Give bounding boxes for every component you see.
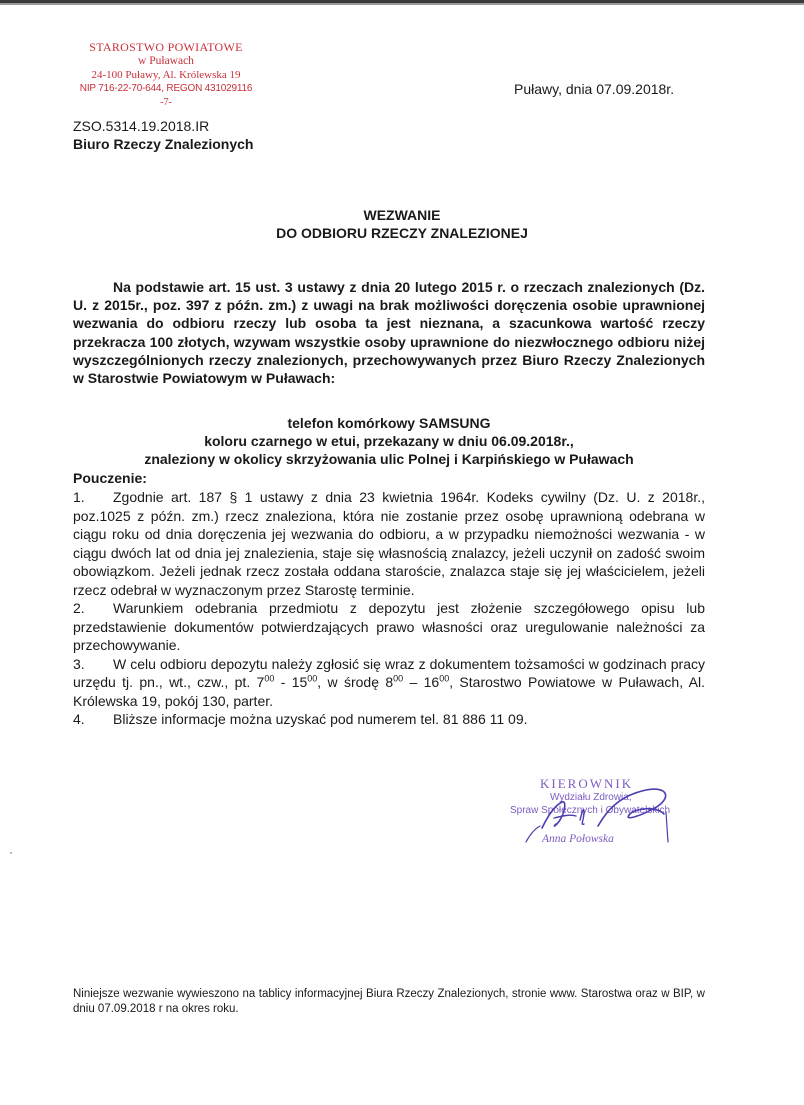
handwritten-signature-icon (496, 776, 696, 856)
document-date: Puławy, dnia 07.09.2018r. (514, 81, 675, 97)
instruction-number: 1. (73, 489, 85, 505)
posting-note: Niniejsze wezwanie wywieszono na tablicy informacyjnej Biura Rzeczy Znalezionych, stronie www. Starostwa oraz w BIP, w dniu 07.09.2018 r na okres roku. (73, 988, 705, 1015)
hours-text-b: - 15 (274, 674, 308, 690)
stamp-line-5: -7- (160, 97, 172, 108)
instruction-text: Bliższe informacje można uzyskać pod numerem tel. 81 886 11 09. (113, 711, 528, 727)
intro-paragraph (73, 278, 705, 387)
signature-stamp-title: KIEROWNIK (540, 776, 634, 791)
instruction-text (73, 655, 705, 711)
hours-text-d: – 16 (403, 674, 440, 690)
stamp-line-2: w Puławach (138, 55, 194, 67)
title-line-1: WEZWANIE (363, 207, 441, 223)
hours-text-a: W celu odbioru depozytu należy zgłosić się wraz z dokumentem tożsamości w godzinach pracy urzędu tj. pn., wt., czw., pt. 7 (73, 655, 705, 690)
instruction-item (73, 710, 705, 729)
intro-text: Na podstawie art. 15 ust. 3 ustawy z dnia 20 lutego 2015 r. o rzeczach znalezionych (Dz. U. z 2015r., poz. 397 z późn. zm.) z uwagi na brak możliwości doręczenia osobie uprawnionej wezwania do odbioru rzeczy lub osoba ta jest nieznana, a szacunkowa wartość rzeczy przekracza 100 złotych, wzywam wszystkie osoby uprawnione do niezwłocznego odbioru niżej wyszczególnionych rzeczy znalezionych, przechowywanych przez Biuro Rzeczy Znalezionych w Starostwie Powiatowym w Puławach: (73, 279, 705, 387)
hours-sup-a: 00 (264, 673, 275, 684)
instruction-item (73, 488, 705, 599)
hours-sup-d: 00 (439, 673, 450, 684)
instruction-item (73, 655, 705, 711)
instruction-item (73, 599, 705, 655)
signature-stamp (496, 776, 696, 856)
hours-sup-c: 00 (393, 673, 404, 684)
item-line-3: znaleziony w okolicy skrzyżowania ulic Polnej i Karpińskiego w Puławach (144, 451, 634, 467)
stamp-nip-regon: NIP 716-22-70-644, REGON 431029116 (79, 83, 253, 94)
signature-stamp-line-1: Wydziału Zdrowia, (550, 792, 632, 803)
instruction-text: Zgodnie art. 187 § 1 ustawy z dnia 23 kwietnia 1964r. Kodeks cywilny (Dz. U. z 2018r., poz.1025 z późn. zm.) rzecz znaleziona, która nie zostanie przez osobę uprawnioną odebrana w ciągu roku od dnia doręczenia jej wezwania do odbioru, a w przypadku niemożności wezwania - w ciągu dwóch lat od dnia jej znalezienia, staje się własnością znalazcy, jeżeli uczynił on zadość swoim obowiązkom. Jeżeli jednak rzecz została oddana staroście, znalazca staje się jej właścicielem, jeżeli rzecz odebrał w wyznaczonym przez Starostę terminie. (73, 489, 705, 598)
instruction-number: 2. (73, 600, 85, 616)
instruction-text: Warunkiem odebrania przedmiotu z depozytu jest złożenie szczegółowego opisu lub przedstawienie dokumentów potwierdzających prawo własności oraz uregulowanie należności za przechowywanie. (73, 600, 705, 653)
instruction-number: 3. (73, 655, 85, 672)
item-line-2: koloru czarnego w etui, przekazany w dniu 06.09.2018r., (204, 433, 574, 449)
reference-number: ZSO.5314.19.2018.IR (73, 118, 210, 134)
hours-sup-b: 00 (307, 673, 318, 684)
title-line-2: DO ODBIORU RZECZY ZNALEZIONEJ (276, 225, 528, 241)
instructions-heading: Pouczenie: (73, 470, 147, 486)
document-title (0, 206, 804, 242)
instructions-list (73, 488, 705, 729)
signature-stamp-name: Anna Połowska (542, 833, 614, 845)
reference-block (73, 117, 253, 153)
instruction-number: 4. (73, 711, 85, 727)
scan-speck (10, 852, 12, 854)
signature-stamp-line-2: Spraw Społecznych i Obywatelskich (510, 805, 671, 816)
hours-text-c: , w środę 8 (317, 674, 394, 690)
stamp-address: 24-100 Puławy, Al. Królewska 19 (91, 69, 241, 81)
office-name: Biuro Rzeczy Znalezionych (73, 136, 254, 152)
item-line-1: telefon komórkowy SAMSUNG (287, 415, 491, 431)
office-stamp (66, 40, 266, 110)
stamp-line-1: STAROSTWO POWIATOWE (89, 40, 243, 54)
hours-text-e: , Starostwo Powiatowe w Puławach, Al. Królewska 19, pokój 130, parter. (73, 674, 706, 709)
scan-top-edge-shadow (0, 3, 804, 5)
found-item-description (73, 414, 705, 468)
